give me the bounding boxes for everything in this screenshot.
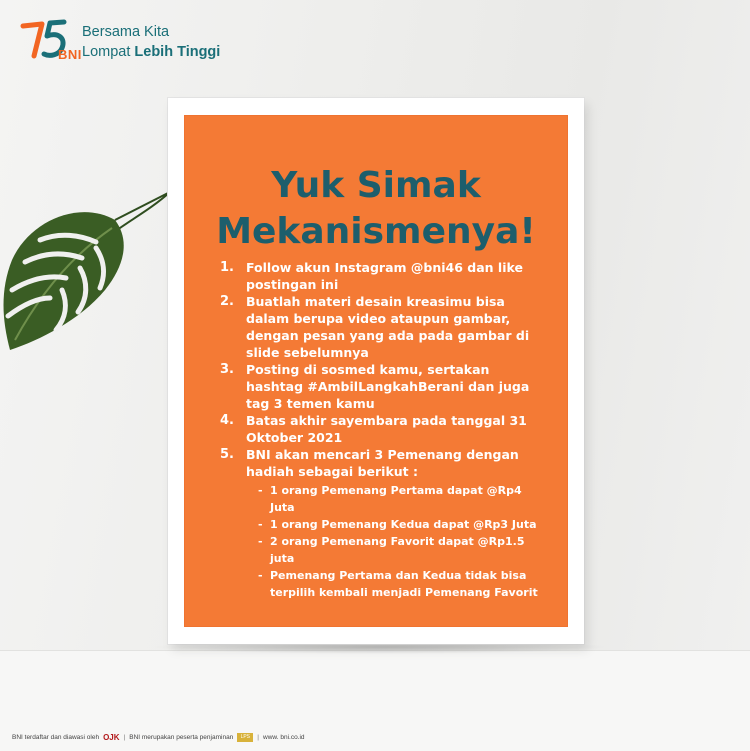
ojk-logo-icon: OJK — [103, 732, 120, 742]
step-number: 1. — [220, 260, 234, 275]
brand-logo — [20, 14, 260, 70]
step-number: 3. — [220, 362, 234, 377]
prize-dash: - — [258, 535, 263, 548]
prize-item — [258, 533, 548, 567]
prize-dash: - — [258, 484, 263, 497]
list-item — [208, 412, 548, 446]
list-item — [208, 361, 548, 412]
monstera-leaf-icon — [0, 190, 175, 360]
lps-logo-icon: LPS — [237, 733, 253, 742]
legal-footer — [12, 731, 305, 743]
prize-text: 1 orang Pemenang Pertama dapat @Rp4 Juta — [270, 484, 522, 514]
ojk-statement: BNI terdaftar dan diawasi oleh — [12, 733, 100, 741]
prize-text: Pemenang Pertama dan Kedua tidak bisa terpilih kembali menjadi Pemenang Favorit — [270, 569, 538, 599]
step-text: Buatlah materi desain kreasimu bisa dalam berupa video ataupun gambar, dengan pesan yang ada pada gambar di slide sebelumnya — [246, 294, 530, 360]
list-item — [208, 446, 548, 601]
tagline-line-2-bold: Lebih Tinggi — [134, 44, 221, 60]
step-number: 2. — [220, 294, 234, 309]
tagline-line-2 — [82, 42, 220, 62]
picture-frame — [168, 98, 584, 644]
step-text: Follow akun Instagram @bni46 dan like postingan ini — [246, 260, 523, 292]
prize-text: 1 orang Pemenang Kedua dapat @Rp3 Juta — [270, 518, 537, 531]
prize-item — [258, 482, 548, 516]
lps-statement: BNI merupakan peserta penjaminan — [129, 733, 234, 741]
prize-list — [246, 482, 548, 601]
step-text: BNI akan mencari 3 Pemenang dengan hadiah sebagai berikut : — [246, 447, 519, 479]
tagline-line-2-prefix: Lompat — [82, 44, 135, 60]
steps-list — [208, 259, 548, 601]
list-item — [208, 259, 548, 293]
prize-dash: - — [258, 569, 263, 582]
footer-separator: | — [123, 733, 126, 741]
step-number: 4. — [220, 413, 234, 428]
prize-dash: - — [258, 518, 263, 531]
poster-title-line-1: Yuk Simak — [271, 165, 481, 206]
prize-item — [258, 516, 548, 533]
step-number: 5. — [220, 447, 234, 462]
step-text: Batas akhir sayembara pada tanggal 31 Oktober 2021 — [246, 413, 527, 445]
footer-separator: | — [257, 733, 259, 741]
brand-tagline — [82, 22, 220, 62]
prize-text: 2 orang Pemenang Favorit dapat @Rp1.5 juta — [270, 535, 525, 565]
poster-title — [184, 163, 568, 255]
website-link[interactable]: www. bni.co.id — [263, 733, 305, 741]
poster — [184, 115, 568, 627]
prize-item — [258, 567, 548, 601]
list-item — [208, 293, 548, 361]
bni-wordmark: BNI — [58, 47, 82, 62]
tagline-line-1: Bersama Kita — [82, 24, 170, 40]
poster-title-line-2: Mekanismenya! — [216, 211, 536, 252]
step-text: Posting di sosmed kamu, sertakan hashtag #AmbilLangkahBerani dan juga tag 3 temen kamu — [246, 362, 530, 411]
